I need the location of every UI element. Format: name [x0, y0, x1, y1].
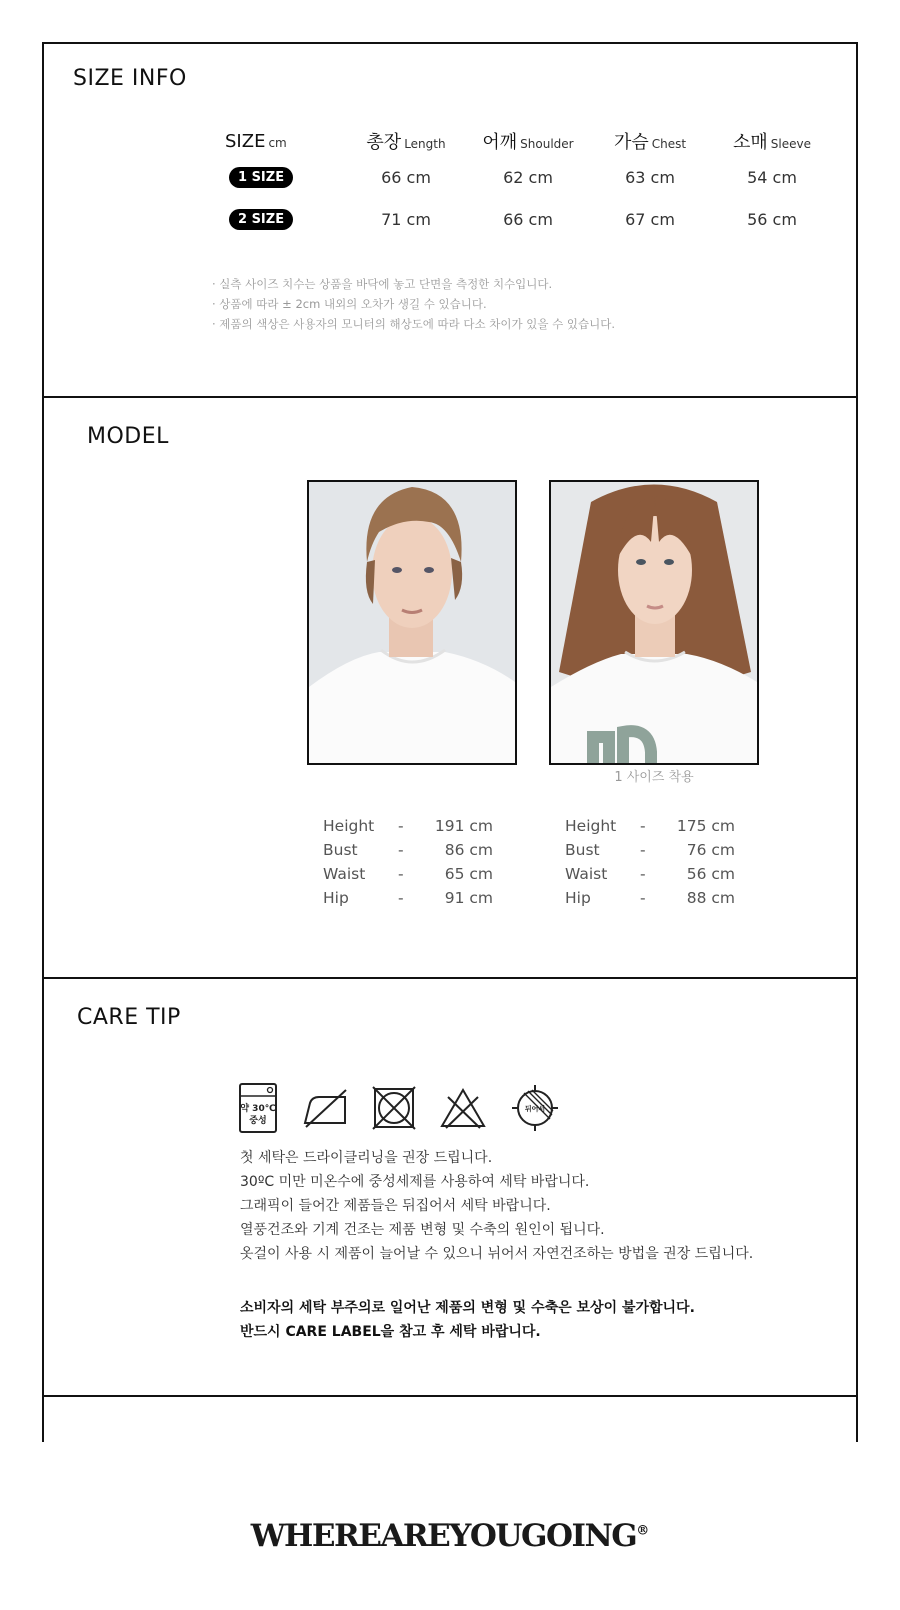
header-sleeve: 소매 Sleeve: [733, 132, 811, 153]
brand-logo: [0, 1518, 900, 1554]
care-tip-title: CARE TIP: [77, 1005, 181, 1030]
section-divider: [42, 1395, 858, 1397]
no-bleach-icon: [440, 1087, 486, 1129]
note-line: · 상품에 따라 ± 2cm 내외의 오차가 생길 수 있습니다.: [212, 297, 487, 311]
chest-value: 67 cm: [625, 209, 675, 229]
male-model-stats: [323, 814, 493, 910]
note-line: · 제품의 색상은 사용자의 모니터의 해상도에 따라 다소 차이가 있을 수 있습니다.: [212, 317, 616, 331]
header-chest: 가슴 Chest: [613, 132, 687, 153]
wash-detergent-text: 중성: [249, 1116, 267, 1126]
male-model-photo: [307, 480, 517, 765]
shoulder-value: 62 cm: [503, 167, 553, 187]
size-badge: 1 SIZE: [229, 167, 293, 188]
stat-row: Height - 191 cm: [323, 817, 493, 835]
stat-row: Hip - 88 cm: [565, 889, 735, 907]
wash-temp-text: 약 30℃: [240, 1104, 276, 1114]
size-table-header: [215, 126, 835, 156]
header-length: 총장 Length: [366, 132, 446, 153]
care-warning-line: 반드시 CARE LABEL을 참고 후 세탁 바랍니다.: [240, 1324, 541, 1340]
chest-value: 63 cm: [625, 167, 675, 187]
header-size: SIZE cm: [225, 130, 287, 152]
stat-row: Waist - 56 cm: [565, 865, 735, 883]
care-line: 열풍건조와 기계 건조는 제품 변형 및 수축의 원인이 됩니다.: [240, 1222, 605, 1238]
model-title: MODEL: [87, 424, 169, 449]
note-line: · 실측 사이즈 치수는 상품을 바닥에 놓고 단면을 측정한 치수입니다.: [212, 277, 553, 291]
inside-out-icon: [510, 1083, 560, 1133]
female-model-stats: [565, 814, 735, 910]
size-info-title: SIZE INFO: [73, 66, 187, 91]
stat-row: Bust - 86 cm: [323, 841, 493, 859]
stat-row: Height - 175 cm: [565, 817, 735, 835]
care-instructions: [240, 1146, 753, 1266]
sleeve-value: 56 cm: [747, 209, 797, 229]
size-notes: [212, 274, 615, 334]
section-divider: [42, 396, 858, 398]
care-line: 첫 세탁은 드라이클리닝을 권장 드립니다.: [240, 1150, 493, 1166]
care-line: 옷걸이 사용 시 제품이 늘어날 수 있으니 뉘어서 자연건조하는 방법을 권장 드립니다.: [240, 1246, 754, 1262]
header-shoulder: 어깨 Shoulder: [482, 132, 574, 153]
shoulder-value: 66 cm: [503, 209, 553, 229]
stat-row: Bust - 76 cm: [565, 841, 735, 859]
care-line: 그래픽이 들어간 제품들은 뒤집어서 세탁 바랍니다.: [240, 1198, 551, 1214]
care-icons: [238, 1082, 584, 1134]
section-divider: [42, 977, 858, 979]
female-model-illustration: [551, 482, 757, 763]
model-size-caption: 1 사이즈 착용: [614, 770, 694, 785]
stat-row: Hip - 91 cm: [323, 889, 493, 907]
wash-30-icon: [238, 1082, 278, 1134]
care-line: 30ºC 미만 미온수에 중성세제를 사용하여 세탁 바랍니다.: [240, 1174, 590, 1190]
length-value: 71 cm: [381, 209, 431, 229]
care-warning: [240, 1296, 695, 1344]
no-tumble-dry-icon: [372, 1086, 416, 1130]
table-row: [215, 156, 835, 198]
table-row: [215, 198, 835, 240]
size-table: [215, 126, 835, 240]
size-badge: 2 SIZE: [229, 209, 293, 230]
inside-out-label: 뒤어서: [524, 1105, 546, 1113]
length-value: 66 cm: [381, 167, 431, 187]
stat-row: Waist - 65 cm: [323, 865, 493, 883]
brand-name: WHEREAREYOUGOING: [250, 1518, 637, 1554]
no-iron-icon: [302, 1087, 348, 1129]
registered-mark: ®: [636, 1523, 650, 1539]
male-model-illustration: [309, 482, 515, 763]
sleeve-value: 54 cm: [747, 167, 797, 187]
female-model-photo: [549, 480, 759, 765]
care-warning-line: 소비자의 세탁 부주의로 일어난 제품의 변형 및 수축은 보상이 불가합니다.: [240, 1300, 695, 1316]
